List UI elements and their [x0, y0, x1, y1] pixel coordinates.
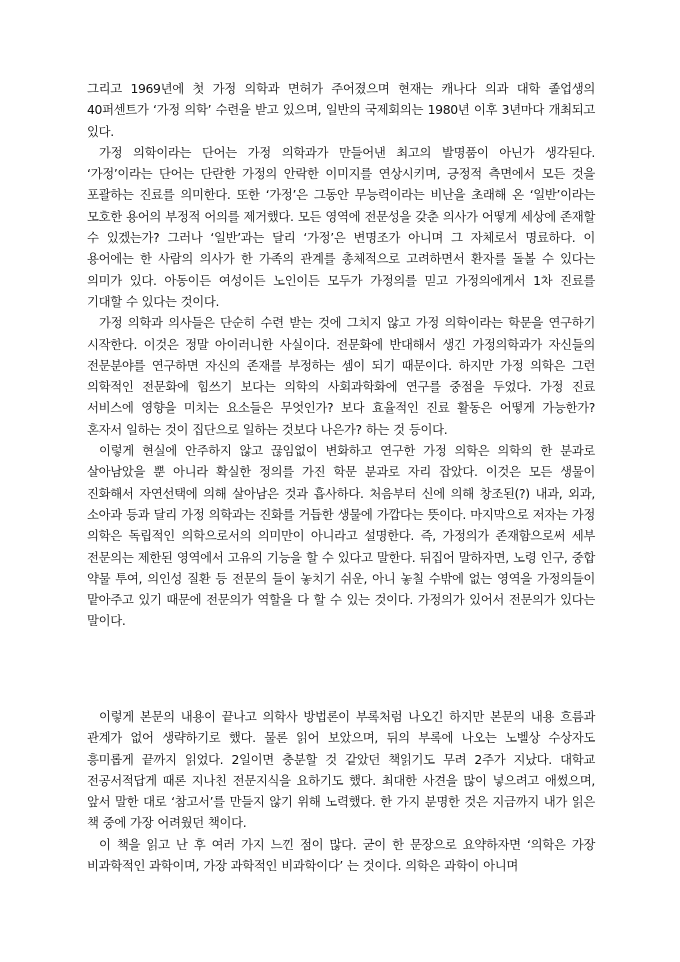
paragraph-3: 가정 의학과 의사들은 단순히 수련 받는 것에 그치지 않고 가정 의학이라는 학문을 연구하기 시작한다. 이것은 정말 아이러니한 사실이다. 전문화에 반대해서 생긴 가정의학과가 자신들의 전문분야를 연구하면 자신의 존재를 부정하는 셈이 되기 때문이다. 하지만 가정 의학은 그런 의학적인 전문화에 힘쓰기 보다는 의학의 사회과학화에 연구를 중점을 두었다. 가정 진료 서비스에 영향을 미치는 요소들은 무엇인가? 보다 효율적인 진료 활동은 어떻게 가능한가? 혼자서 일하는 것이 집단으로 일하는 것보다 나은가? 하는 것 등이다.	[87, 315, 595, 437]
paragraph-4: 이렇게 현실에 안주하지 않고 끊임없이 변화하고 연구한 가정 의학은 의학의 한 분과로 살아남았을 뿐 아니라 확실한 정의를 가진 학문 분과로 자리 잡았다. 이것은 모든 생물이 진화해서 자연선택에 의해 살아남은 것과 흡사하다. 처음부터 신에 의해 창조된(?) 내과, 외과, 소아과 등과 달리 가정 의학과는 진화를 거듭한 생물에 가깝다는 뜻이다. 마지막으로 저자는 가정 의학은 독립적인 의학으로서의 의미만이 아니라고 설명한다. 즉, 가정의가 존재함으로써 세부 전문의는 제한된 영역에서 고유의 기능을 할 수 있다고 말한다. 뒤집어 말하자면, 노령 인구, 중합 약물 투여, 의인성 질환 등 전문의 들이 놓치기 쉬운, 아니 놓칠 수밖에 없는 영역을 가정의들이 맡아주고 있기 때문에 전문의가 역할을 다 할 수 있는 것이다. 가정의가 있어서 전문의가 있다는 말이다.	[87, 443, 595, 629]
body-section-1	[87, 78, 595, 632]
paragraph-1: 그리고 1969년에 첫 가정 의학과 면허가 주어졌으며 현재는 캐나다 의과 대학 졸업생의 40퍼센트가 ‘가정 의학’ 수련을 받고 있으며, 일반의 국제회의는 1980년 이후 3년마다 개최되고 있다.	[87, 81, 595, 139]
body-section-2	[87, 706, 595, 876]
paragraph-5: 이렇게 본문의 내용이 끝나고 의학사 방법론이 부록처럼 나오긴 하지만 본문의 내용 흐름과 관계가 없어 생략하기로 했다. 물론 읽어 보았으며, 뒤의 부록에 나오는 노벨상 수상자도 흥미롭게 끝까지 읽었다. 2일이면 충분할 것 같았던 책읽기도 무려 2주가 지났다. 대학교 전공서적답게 때론 지나친 전문지식을 요하기도 했다. 최대한 사견을 많이 넣으려고 애썼으며, 앞서 말한 대로 ‘참고서’를 만들지 않기 위해 노력했다. 한 가지 분명한 것은 지금까지 내가 읽은 책 중에 가장 어려웠던 책이다.	[87, 709, 595, 831]
paragraph-2: 가정 의학이라는 단어는 가정 의학과가 만들어낸 최고의 발명품이 아닌가 생각된다. ‘가정’이라는 단어는 단란한 가정의 안락한 이미지를 연상시키며, 긍정적 측면에서 모든 것을 포괄하는 진료를 의미한다. 또한 ‘가정’은 그동안 무능력이라는 비난을 초래해 온 ‘일반’이라는 모호한 용어의 부정적 어의를 제거했다. 모든 영역에 전문성을 갖춘 의사가 어떻게 세상에 존재할 수 있겠는가? 그러나 ‘일반’과는 달리 ‘가정’은 변명조가 아니며 그 자체로서 명료하다. 이 용어에는 한 사람의 의사가 한 가족의 관계를 총체적으로 고려하면서 환자를 돌볼 수 있다는 의미가 있다. 아동이든 여성이든 노인이든 모두가 가정의를 믿고 가정의에게서 1차 진료를 기대할 수 있다는 것이다.	[87, 144, 595, 309]
paragraph-6: 이 책을 읽고 난 후 여러 가지 느낀 점이 많다. 굳이 한 문장으로 요약하자면 ‘의학은 가장 비과학적인 과학이며, 가장 과학적인 비과학이다’ 는 것이다. 의학은 과학이 아니며	[87, 836, 595, 874]
